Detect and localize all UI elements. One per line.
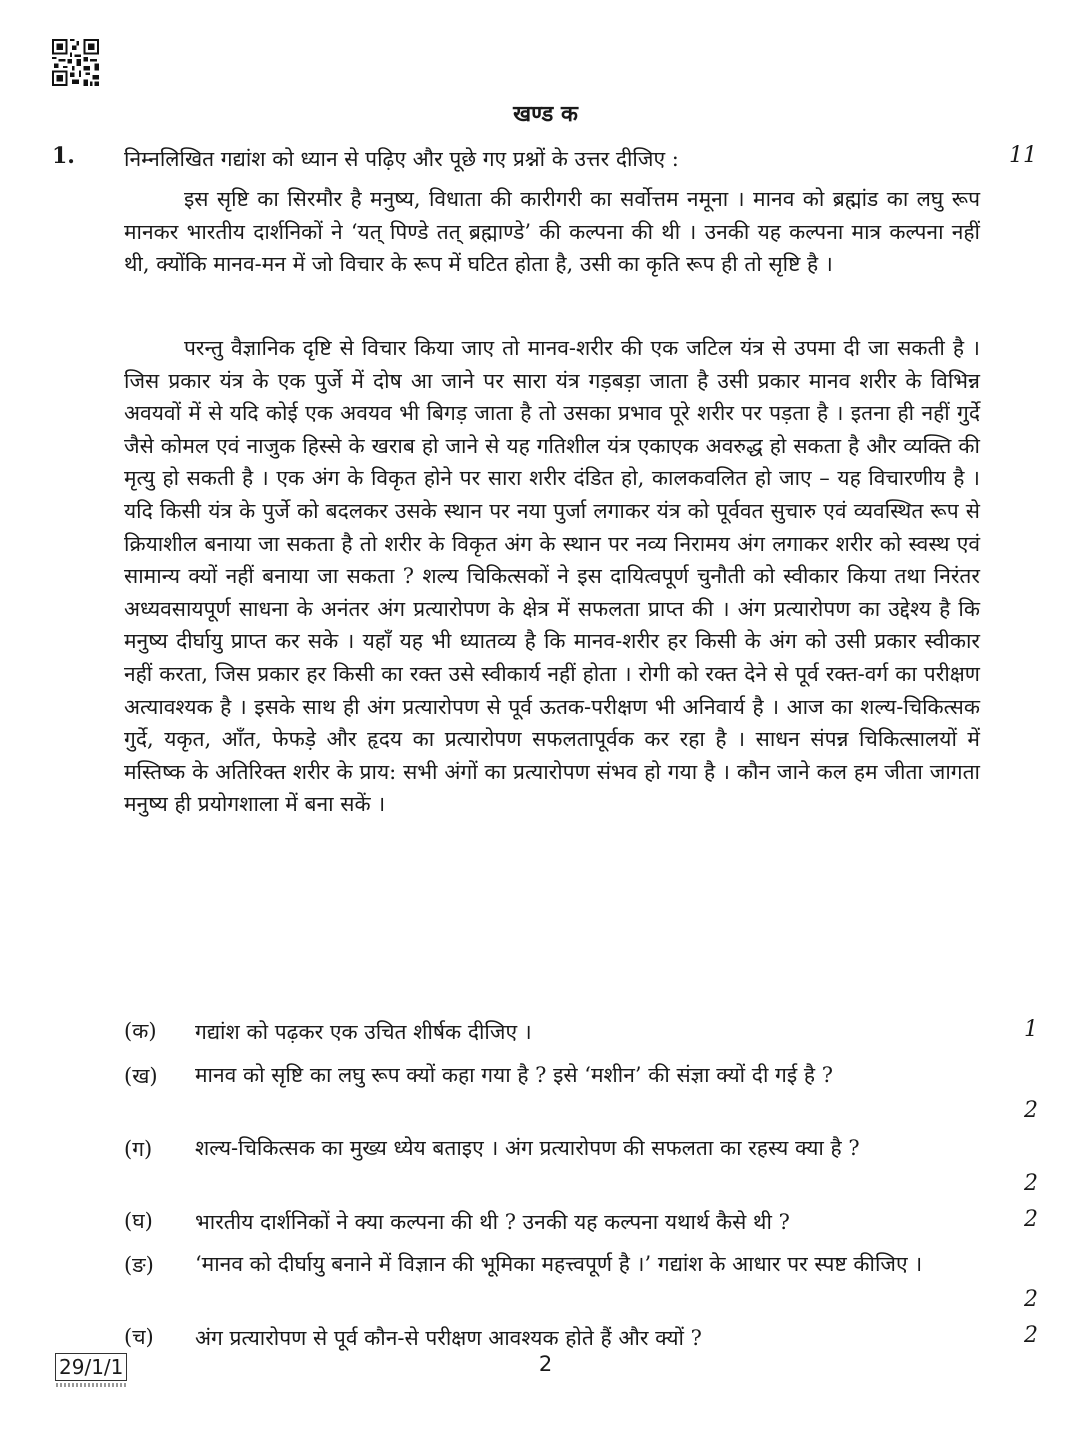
sub-question-label: (च) (124, 1325, 154, 1349)
sub-question-label: (घ) (124, 1209, 153, 1233)
sub-question-marks: 2 (1024, 1207, 1038, 1232)
sub-question-marks: 2 (1024, 1098, 1038, 1123)
sub-question-label: (ग) (124, 1137, 153, 1161)
question-number: 1. (52, 143, 75, 169)
sub-question-label: (ङ) (124, 1253, 154, 1277)
sub-question-text: भारतीय दार्शनिकों ने क्या कल्पना की थी ? उनकी यह कल्पना यथार्थ कैसे थी ? (195, 1210, 790, 1234)
paper-code-text: 29/1/1 (59, 1355, 124, 1379)
sub-question-text: अंग प्रत्यारोपण से पूर्व कौन-से परीक्षण आवश्यक होते हैं और क्यों ? (195, 1326, 702, 1350)
sub-question-text: ‘मानव को दीर्घायु बनाने में विज्ञान की भूमिका महत्त्वपूर्ण है ।’ गद्यांश के आधार पर स्पष्ट कीजिए । (195, 1252, 923, 1276)
barcode-strip (56, 1383, 126, 1387)
sub-question-marks: 2 (1024, 1323, 1038, 1348)
section-title: खण्ड क (513, 101, 578, 127)
sub-question-text: शल्य-चिकित्सक का मुख्य ध्येय बताइए । अंग प्रत्यारोपण की सफलता का रहस्य क्या है ? (195, 1136, 860, 1160)
sub-question-marks: 1 (1024, 1017, 1038, 1042)
question-total-marks: 11 (1009, 143, 1037, 168)
sub-question-text: मानव को सृष्टि का लघु रूप क्यों कहा गया है ? इसे ‘मशीन’ की संज्ञा क्यों दी गई है ? (195, 1063, 833, 1087)
page-number: 2 (538, 1352, 553, 1376)
sub-question-marks: 2 (1024, 1287, 1038, 1312)
question-instruction: निम्नलिखित गद्यांश को ध्यान से पढ़िए और पूछे गए प्रश्नों के उत्तर दीजिए : (124, 147, 679, 171)
sub-question-text: गद्यांश को पढ़कर एक उचित शीर्षक दीजिए । (195, 1020, 532, 1044)
passage-paragraph-2: परन्तु वैज्ञानिक दृष्टि से विचार किया जाए तो मानव-शरीर की एक जटिल यंत्र से उपमा दी जा सकती है । जिस प्रकार यंत्र के एक पुर्जे में दोष आ जाने पर सारा यंत्र गड़बड़ा जाता है उसी प्रकार मानव शरीर के विभिन्न अवयवों में से यदि कोई एक अवयव भी बिगड़ जाता है तो उसका प्रभाव पूरे शरीर पर पड़ता है । इतना ही नहीं गुर्दे जैसे कोमल एवं नाजुक हिस्से के खराब हो जाने से यह गतिशील यंत्र एकाएक अवरुद्ध हो सकता है और व्यक्ति की मृत्यु हो सकती है । एक अंग के विकृत होने पर सारा शरीर दंडित हो, कालकवलित हो जाए – यह विचारणीय है । यदि किसी यंत्र के पुर्जे को बदलकर उसके स्थान पर नया पुर्जा लगाकर यंत्र को पूर्ववत सुचारु एवं व्यवस्थित रूप से क्रियाशील बनाया जा सकता है तो शरीर के विकृत अंग के स्थान पर नव्य निरामय अंग लगाकर शरीर को स्वस्थ एवं सामान्य क्यों नहीं बनाया जा सकता ? शल्य चिकित्सकों ने इस दायित्वपूर्ण चुनौती को स्वीकार किया तथा निरंतर अध्यवसायपूर्ण साधना के अनंतर अंग प्रत्यारोपण के क्षेत्र में सफलता प्राप्त की । अंग प्रत्यारोपण का उद्देश्य है कि मनुष्य दीर्घायु प्राप्त कर सके । यहाँ यह भी ध्यातव्य है कि मानव-शरीर हर किसी के अंग को उसी प्रकार स्वीकार नहीं करता, जिस प्रकार हर किसी का रक्त उसे स्वीकार्य नहीं होता । रोगी को रक्त देने से पूर्व रक्त-वर्ग का परीक्षण अत्यावश्यक है । इसके साथ ही अंग प्रत्यारोपण से पूर्व ऊतक-परीक्षण भी अनिवार्य है । आज का शल्य-चिकित्सक गुर्दे, यकृत, आँत, फेफड़े और हृदय का प्रत्यारोपण सफलतापूर्वक कर रहा है । साधन संपन्न चिकित्सालयों में मस्तिष्क के अतिरिक्त शरीर के प्राय: सभी अंगों का प्रत्यारोपण संभव हो गया है । कौन जाने कल हम जीता जागता मनुष्य ही प्रयोगशाला में बना सकें । (124, 336, 980, 817)
qr-code-icon (52, 39, 99, 86)
sub-question-marks: 2 (1024, 1171, 1038, 1196)
sub-question-label: (ख) (124, 1064, 158, 1088)
sub-question-label: (क) (124, 1019, 157, 1043)
passage-paragraph-1: इस सृष्टि का सिरमौर है मनुष्य, विधाता की कारीगरी का सर्वोत्तम नमूना । मानव को ब्रह्मांड का लघु रूप मानकर भारतीय दार्शनिकों ने ‘यत् पिण्डे तत् ब्रह्माण्डे’ की कल्पना की थी । उनकी यह कल्पना मात्र कल्पना नहीं थी, क्योंकि मानव-मन में जो विचार के रूप में घटित होता है, उसी का कृति रूप ही तो सृष्टि है । (124, 187, 980, 277)
